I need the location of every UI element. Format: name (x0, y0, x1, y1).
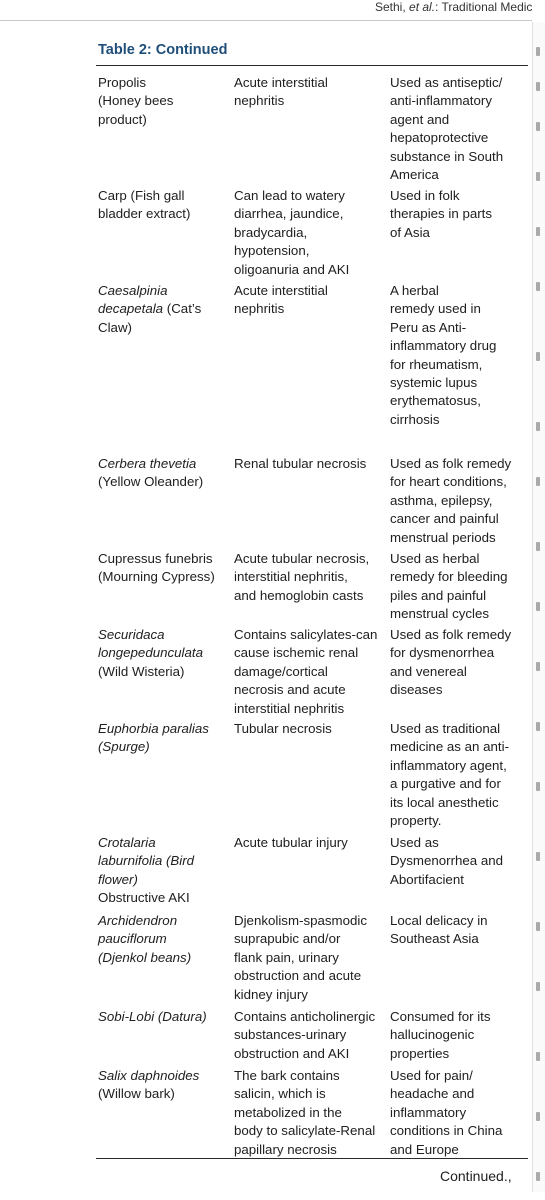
cell-renal-effect: The bark contains salicin, which is metabolized in the body to salicylate-Renal papillary necrosis (234, 1068, 376, 1157)
cell-renal-effect: Acute interstitial nephritis (234, 75, 328, 109)
cell-traditional-use: Local delicacy in Southeast Asia (390, 913, 488, 947)
cell-traditional-use: Consumed for its hallucinogenic properties (390, 1009, 491, 1061)
cell-plant-name: Carp (Fish gall bladder extract) (98, 188, 191, 222)
cell-plant-name: Salix daphnoides (Willow bark) (98, 1068, 200, 1102)
cell-traditional-use: Used as traditional medicine as an anti- inflammatory agent, a purgative and for its local anesthetic property. (390, 721, 509, 829)
table-title: Table 2: Continued (98, 42, 228, 58)
adjacent-page-edge (532, 22, 545, 1192)
cell-renal-effect: Tubular necrosis (234, 721, 332, 736)
cell-renal-effect: Contains anticholinergic substances-urinary obstruction and AKI (234, 1009, 376, 1061)
cell-plant-name: Sobi-Lobi (Datura) (98, 1009, 207, 1024)
cell-plant-name: Securidaca longepedunculata (Wild Wisteria) (98, 627, 203, 679)
cell-renal-effect: Djenkolism-spasmodic suprapubic and/or flank pain, urinary obstruction and acute kidney injury (234, 913, 368, 1002)
cell-traditional-use: Used as folk remedy for dysmenorrhea and venereal diseases (390, 627, 512, 698)
cell-renal-effect: Acute interstitial nephritis (234, 283, 328, 317)
cell-plant-name: Archidendron pauciflorum (Djenkol beans) (98, 913, 192, 965)
cell-renal-effect: Acute tubular injury (234, 835, 348, 850)
cell-plant-name: Cerbera thevetia (Yellow Oleander) (98, 456, 204, 490)
title-rule (96, 65, 528, 66)
running-head-title: : Traditional Medic (435, 0, 533, 14)
cell-traditional-use: Used as antiseptic/ anti-inflammatory agent and hepatoprotective substance in South America (390, 75, 504, 183)
cell-plant-name: Crotalaria laburnifolia (Bird flower) Obstructive AKI (98, 835, 195, 906)
running-head-etal: et al. (409, 0, 436, 14)
cell-plant-name: Euphorbia paralias (Spurge) (98, 721, 209, 755)
cell-traditional-use: Used in folk therapies in parts of Asia (390, 188, 492, 240)
cell-traditional-use: Used as Dysmenorrhea and Abortifacient (390, 835, 504, 887)
cell-renal-effect: Renal tubular necrosis (234, 456, 367, 471)
header-rule (0, 20, 532, 21)
cell-renal-effect: Can lead to watery diarrhea, jaundice, bradycardia, hypotension, oligoanuria and AKI (234, 188, 350, 277)
running-head-authors: Sethi, (375, 0, 410, 14)
cell-traditional-use: Used as folk remedy for heart conditions, asthma, epilepsy, cancer and painful menstrual periods (390, 456, 512, 545)
bottom-rule (96, 1158, 528, 1159)
continued-label: Continued., (440, 1168, 512, 1184)
cell-plant-name: Propolis (Honey bees product) (98, 75, 174, 127)
cell-traditional-use: Used for pain/ headache and inflammatory conditions in China and Europe (390, 1068, 503, 1157)
cell-renal-effect: Acute tubular necrosis, interstitial nephritis, and hemoglobin casts (234, 551, 370, 603)
cell-traditional-use: Used as herbal remedy for bleeding piles and painful menstrual cycles (390, 551, 508, 622)
running-head (375, 0, 545, 14)
cell-traditional-use: A herbal remedy used in Peru as Anti- inflammatory drug for rheumatism, systemic lupus erythematosus, cirrhosis (390, 283, 497, 427)
cell-renal-effect: Contains salicylates-can cause ischemic renal damage/cortical necrosis and acute interstitial nephritis (234, 627, 378, 716)
cell-plant-name: Caesalpinia decapetala (Cat’s Claw) (98, 283, 202, 335)
cell-plant-name: Cupressus funebris (Mourning Cypress) (98, 551, 215, 585)
